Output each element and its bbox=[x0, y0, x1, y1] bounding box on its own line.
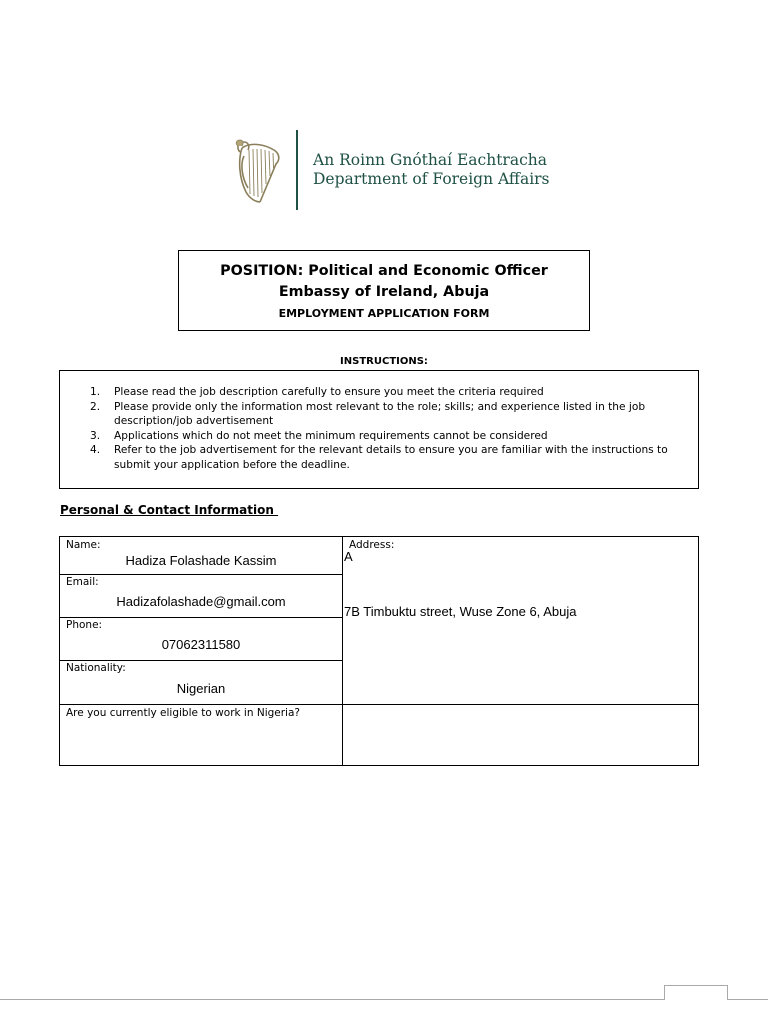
instruction-text: Applications which do not meet the minimum requirements cannot be considered bbox=[114, 429, 548, 442]
name-label: Name: bbox=[66, 539, 101, 551]
email-label: Email: bbox=[66, 576, 99, 588]
department-name-irish: An Roinn Gnóthaí Eachtracha bbox=[313, 151, 547, 169]
page-footer-tab bbox=[664, 985, 728, 1000]
eligibility-question: Are you currently eligible to work in Nigeria? bbox=[66, 707, 300, 719]
logo-divider bbox=[296, 130, 298, 210]
email-field[interactable]: Hadizafolashade@gmail.com bbox=[116, 594, 286, 609]
personal-info-table bbox=[59, 536, 699, 766]
row-divider bbox=[60, 704, 698, 705]
instruction-item bbox=[60, 429, 698, 444]
phone-label: Phone: bbox=[66, 619, 103, 631]
instruction-number: 4. bbox=[90, 444, 101, 457]
instruction-text: Please read the job description carefully to ensure you meet the criteria required bbox=[114, 386, 544, 398]
instructions-box bbox=[59, 370, 699, 489]
form-title: EMPLOYMENT APPLICATION FORM bbox=[278, 307, 490, 320]
address-label: Address: bbox=[349, 539, 395, 551]
instruction-item bbox=[60, 400, 698, 429]
instruction-text: Refer to the job advertisement for the relevant details to ensure you are familiar with the instructions to submit your application before the deadline. bbox=[114, 444, 668, 471]
position-title: POSITION: Political and Economic Officer bbox=[220, 263, 548, 279]
row-divider bbox=[60, 660, 342, 661]
instruction-number: 3. bbox=[90, 429, 101, 442]
department-name-english: Department of Foreign Affairs bbox=[313, 170, 550, 188]
instruction-number: 2. bbox=[90, 400, 101, 413]
address-field[interactable]: 7B Timbuktu street, Wuse Zone 6, Abuja bbox=[344, 604, 577, 619]
phone-field[interactable]: 07062311580 bbox=[161, 637, 241, 652]
position-box bbox=[178, 250, 590, 331]
harp-icon bbox=[234, 138, 284, 204]
row-divider bbox=[60, 574, 342, 575]
instruction-text: Please provide only the information most relevant to the role; skills; and experience listed in the job description/job advertisement bbox=[114, 400, 646, 428]
page-footer-line bbox=[0, 999, 768, 1000]
instruction-item bbox=[60, 443, 698, 472]
embassy-name: Embassy of Ireland, Abuja bbox=[278, 284, 490, 300]
nationality-field[interactable]: Nigerian bbox=[176, 681, 226, 696]
instruction-number: 1. bbox=[90, 386, 101, 398]
instructions-list bbox=[60, 385, 698, 473]
name-field[interactable]: Hadiza Folashade Kassim bbox=[125, 553, 277, 568]
section-heading: Personal & Contact Information bbox=[60, 503, 279, 517]
row-divider bbox=[60, 617, 342, 618]
instructions-heading: INSTRUCTIONS: bbox=[340, 356, 428, 367]
column-divider bbox=[342, 537, 343, 765]
nationality-label: Nationality: bbox=[66, 662, 126, 674]
instruction-item bbox=[60, 385, 698, 400]
address-letter: A bbox=[344, 549, 353, 564]
